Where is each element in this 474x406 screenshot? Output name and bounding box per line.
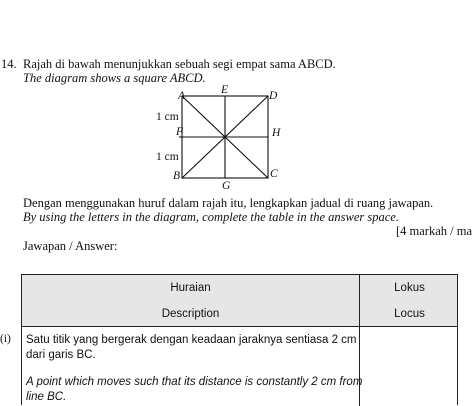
dim-label-top: 1 cm: [156, 111, 179, 123]
dim-label-bottom: 1 cm: [156, 151, 179, 163]
question-number: 14.: [1, 57, 17, 71]
row-label: (i): [0, 333, 11, 345]
label-h: H: [272, 127, 281, 139]
header-description: Description: [161, 308, 220, 320]
label-b: B: [173, 170, 181, 182]
header-huraian: Huraian: [170, 282, 211, 294]
question-text-ms: Rajah di bawah menunjukkan sebuah segi empat sama ABCD.: [23, 57, 336, 71]
answer-label: Jawapan / Answer:: [23, 239, 118, 253]
instruction-en: By using the letters in the diagram, complete the table in the answer space.: [23, 210, 399, 224]
marks-label: [4 markah / ma: [396, 224, 473, 238]
label-g: G: [222, 180, 231, 192]
row-description-ms-line1: Satu titik yang bergerak dengan keadaan jaraknya sentiasa 2 cm: [26, 334, 357, 346]
label-f: F: [176, 126, 184, 138]
label-d: D: [269, 90, 278, 102]
answer-table: [21, 274, 458, 405]
row-description-en-line1: A point which moves such that its distance is constantly 2 cm from: [26, 376, 363, 388]
label-c: C: [270, 168, 278, 180]
square-diagram: [140, 84, 300, 194]
row-description-ms-line2: dari garis BC.: [26, 349, 96, 361]
header-locus: Locus: [394, 308, 425, 320]
row-description-en-line2: line BC.: [26, 391, 67, 403]
question-text-en: The diagram shows a square ABCD.: [23, 71, 206, 85]
label-e: E: [221, 84, 229, 96]
header-lokus: Lokus: [394, 282, 425, 294]
instruction-ms: Dengan menggunakan huruf dalam rajah itu, lengkapkan jadual di ruang jawapan.: [23, 196, 434, 210]
label-a: A: [178, 90, 186, 102]
